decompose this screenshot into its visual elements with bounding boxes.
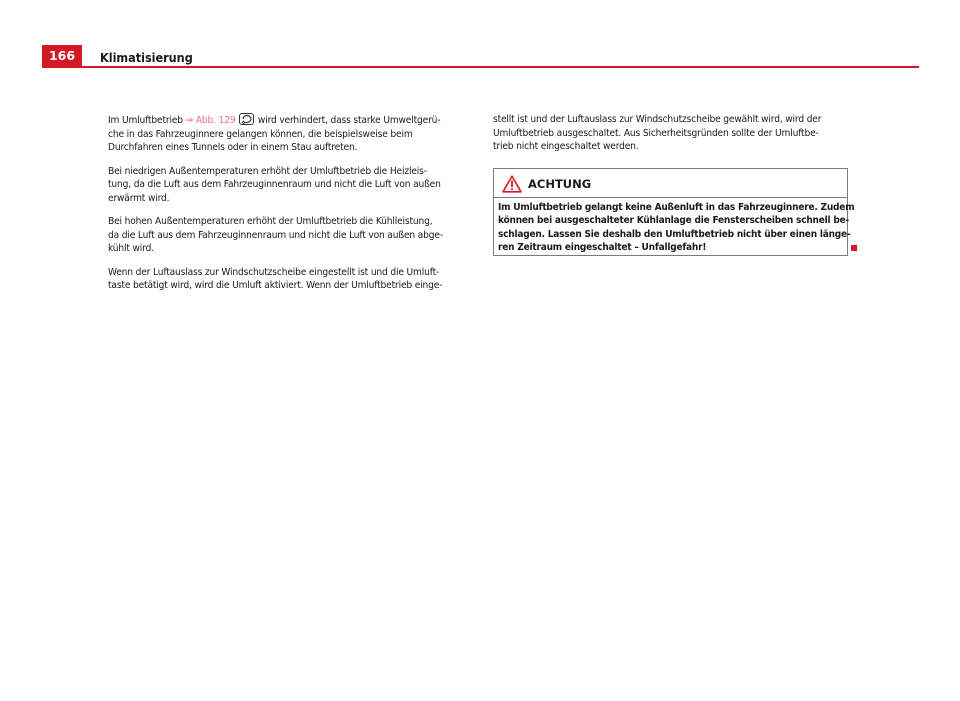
header-rule	[42, 66, 919, 68]
text-fragment: wird verhindert, dass starke Umweltgerü-	[255, 115, 441, 126]
text-line: können bei ausgeschalteter Kühlanlage die Fensterscheiben schnell be-	[498, 215, 850, 227]
warning-divider	[494, 197, 847, 198]
text-line: stellt ist und der Luftauslass zur Windschutzscheibe gewählt wird, wird der	[493, 114, 822, 125]
recirculation-icon	[239, 113, 254, 125]
paragraph-umluft-intro	[108, 113, 463, 155]
text-line: trieb nicht eingeschaltet werden.	[493, 141, 639, 152]
text-line: Durchfahren eines Tunnels oder in einem Stau auftreten.	[108, 142, 358, 153]
figure-reference-link[interactable]: ⇒ Abb. 129	[185, 115, 236, 126]
text-line: kühlt wird.	[108, 243, 154, 254]
text-line: Umluftbetrieb ausgeschaltet. Aus Sicherheitsgründen sollte der Umluftbe-	[493, 127, 819, 139]
text-line: erwärmt wird.	[108, 192, 170, 204]
page-number: 166	[42, 45, 82, 67]
text-line: tung, da die Luft aus dem Fahrzeuginnenraum und nicht die Luft von außen	[108, 179, 441, 190]
left-column	[108, 113, 463, 303]
text-line: taste betätigt wird, wird die Umluft aktiviert. Wenn der Umluftbetrieb einge-	[108, 280, 443, 291]
text-line: da die Luft aus dem Fahrzeuginnenraum und nicht die Luft von außen abge-	[108, 229, 443, 241]
paragraph-windshield-continued	[493, 113, 851, 154]
paragraph-low-temperature	[108, 165, 463, 206]
warning-box	[493, 168, 855, 256]
text-fragment: Im Umluftbetrieb	[108, 115, 186, 126]
text-line: Wenn der Luftauslass zur Windschutzscheibe eingestellt ist und die Umluft-	[108, 266, 440, 278]
warning-text	[498, 201, 855, 254]
warning-header	[494, 169, 847, 197]
text-line: che in das Fahrzeuginnere gelangen können, die beispielsweise beim	[108, 128, 413, 140]
warning-triangle-icon	[502, 175, 522, 193]
section-end-marker	[851, 245, 857, 251]
paragraph-windshield-outlet	[108, 266, 463, 293]
text-line: Bei hohen Außentemperaturen erhöht der Umluftbetrieb die Kühlleistung,	[108, 216, 433, 227]
right-column	[493, 113, 851, 164]
text-line: schlagen. Lassen Sie deshalb den Umluftbetrieb nicht über einen länge-	[498, 228, 851, 240]
text-line: ren Zeitraum eingeschaltet – Unfallgefahr!	[498, 241, 707, 253]
text-line: Im Umluftbetrieb gelangt keine Außenluft in das Fahrzeuginnere. Zudem	[498, 202, 855, 213]
text-line: Bei niedrigen Außentemperaturen erhöht der Umluftbetrieb die Heizleis-	[108, 165, 427, 177]
paragraph-high-temperature	[108, 215, 463, 256]
warning-title: ACHTUNG	[528, 177, 592, 191]
chapter-title: Klimatisierung	[100, 50, 193, 65]
